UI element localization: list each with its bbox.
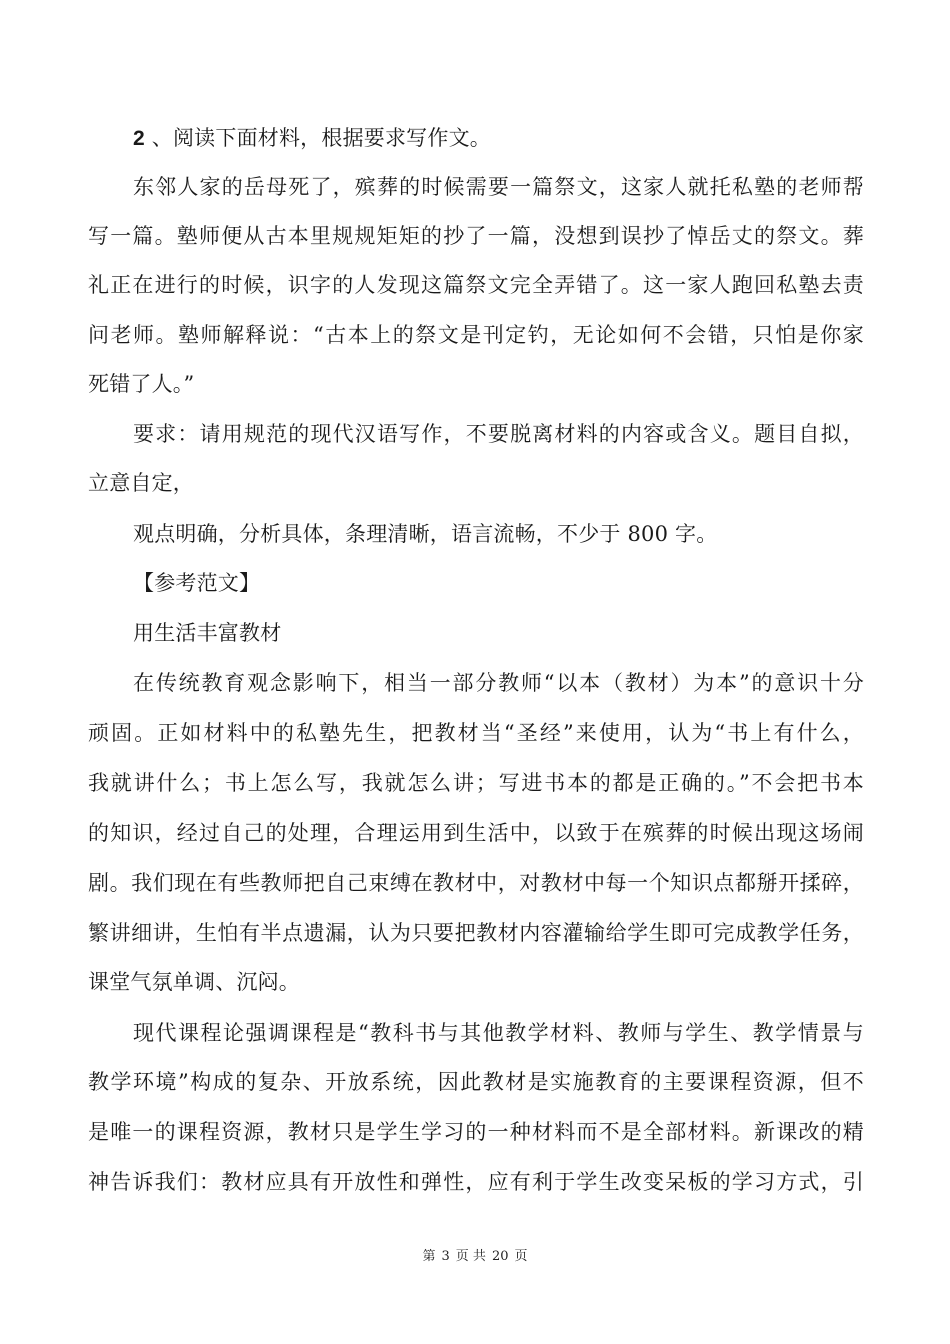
page-footer (0, 1248, 950, 1266)
paragraph-line: 的知识，经过自己的处理，合理运用到生活中，以致于在殡葬的时候出现这场闹 (88, 821, 864, 845)
paragraph-line: 课堂气氛单调、沉闷。 (88, 970, 300, 994)
requirements-line: 要求：请用规范的现代汉语写作，不要脱离材料的内容或含义。题目自拟， (133, 422, 864, 446)
paragraph-line: 神告诉我们：教材应具有开放性和弹性，应有利于学生改变呆板的学习方式，引 (88, 1170, 864, 1194)
footer-prefix: 第 (422, 1249, 436, 1264)
material-line: 礼正在进行的时候，识字的人发现这篇祭文完全弄错了。这一家人跑回私塾去责 (88, 273, 864, 297)
question-number: 2 (133, 127, 145, 150)
paragraph-line: 我就讲什么；书上怎么写，我就怎么讲；写进书本的都是正确的。”不会把书本 (88, 771, 864, 795)
reference-label: 【参考范文】 (133, 571, 261, 595)
paragraph-line: 剧。我们现在有些教师把自己束缚在教材中，对教材中每一个知识点都掰开揉碎， (88, 871, 864, 895)
paragraph-line: 教学环境”构成的复杂、开放系统，因此教材是实施教育的主要课程资源，但不 (88, 1070, 864, 1094)
footer-suffix: 页 (514, 1249, 528, 1264)
material-line: 死错了人。” (88, 372, 195, 396)
footer-current-page: 3 (441, 1249, 450, 1264)
footer-total-pages: 20 (491, 1249, 509, 1264)
paragraph-line: 是唯一的课程资源，教材只是学生学习的一种材料而不是全部材料。新课改的精 (88, 1120, 864, 1144)
essay-title: 用生活丰富教材 (133, 621, 282, 645)
paragraph-line: 现代课程论强调课程是“教科书与其他教学材料、教师与学生、教学情景与 (133, 1021, 864, 1045)
material-line: 东邻人家的岳母死了，殡葬的时候需要一篇祭文，这家人就托私塾的老师帮 (133, 175, 864, 199)
requirements-line: 立意自定， (88, 471, 194, 495)
requirements-line: 观点明确，分析具体，条理清晰，语言流畅，不少于 800 字。 (133, 522, 718, 546)
paragraph-line: 在传统教育观念影响下，相当一部分教师“以本（教材）为本”的意识十分 (133, 671, 864, 695)
paragraph-line: 繁讲细讲，生怕有半点遗漏，认为只要把教材内容灌输给学生即可完成教学任务， (88, 921, 864, 945)
paragraph-line: 顽固。正如材料中的私塾先生，把教材当“圣经”来使用，认为“书上有什么， (88, 721, 864, 745)
material-line: 问老师。塾师解释说：“古本上的祭文是刊定钓，无论如何不会错，只怕是你家 (88, 323, 864, 347)
material-line: 写一篇。塾师便从古本里规规矩矩的抄了一篇，没想到误抄了悼岳丈的祭文。葬 (88, 224, 864, 248)
footer-middle: 页 共 (455, 1249, 486, 1264)
question-heading (133, 123, 491, 154)
question-prompt: 、阅读下面材料，根据要求写作文。 (151, 126, 491, 150)
